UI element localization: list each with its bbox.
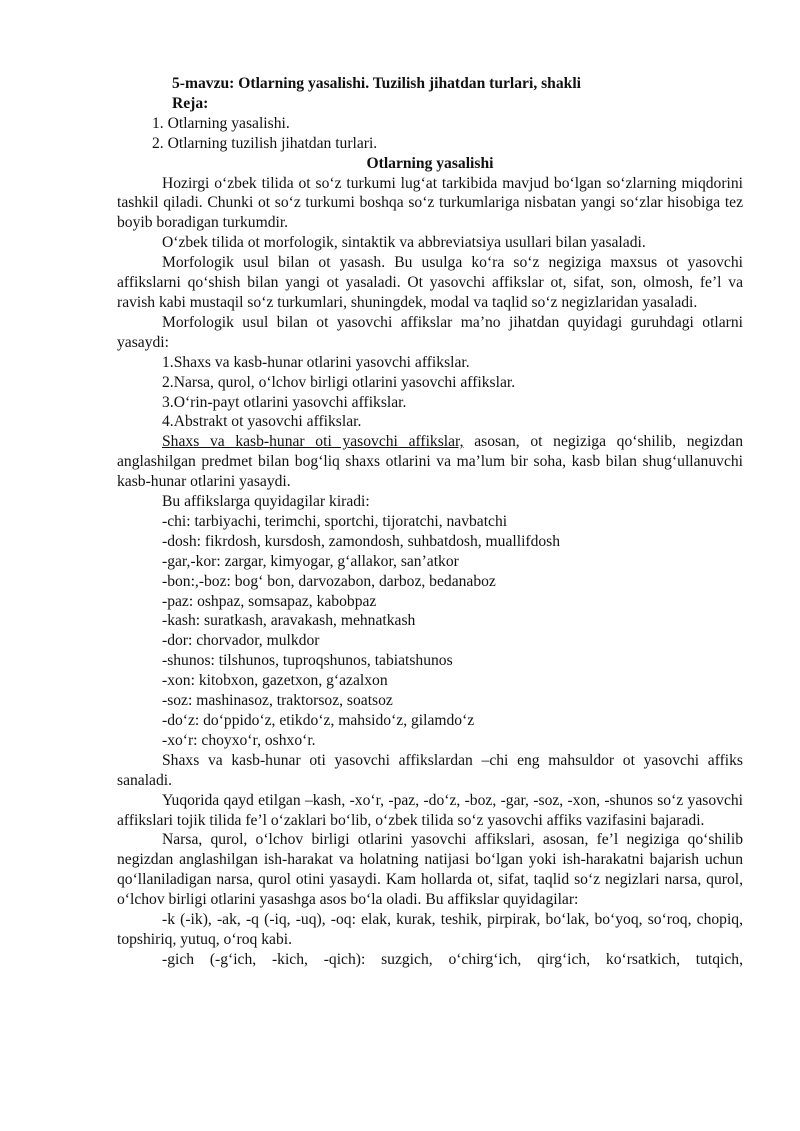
affix-group-item: 2.Narsa, qurol, oʻlchov birligi otlarini yasovchi affikslar. [162, 373, 516, 391]
affix-example: -shunos: tilshunos, tuproqshunos, tabiatshunos [162, 652, 453, 670]
affix-example: -xoʻr: choyxoʻr, oshxoʻr. [162, 731, 316, 749]
affix-example: -kash: suratkash, aravakash, mehnatkash [162, 612, 416, 630]
section-title: Otlarning yasalishi [366, 154, 494, 172]
plan-item: 2. Otlarning tuzilish jihatdan turlari. [152, 134, 378, 152]
affix-group-list [162, 353, 743, 433]
paragraph: Hozirgi oʻzbek tilida ot soʻz turkumi lugʻat tarkibida mavjud boʻlgan soʻzlarning miqdorini tashkil qiladi. Chunki ot soʻz turkumi boshqa soʻz turkumlariga nisbatan yangi soʻzlar hisobiga tez boyib boradigan turkumdir. [117, 174, 743, 232]
affix-example-list [162, 512, 743, 751]
paragraph: Oʻzbek tilida ot morfologik, sintaktik va abbreviatsiya usullari bilan yasaladi. [162, 234, 646, 252]
affix-example: -paz: oshpaz, somsapaz, kabobpaz [162, 592, 377, 610]
affix-example: -gar,-kor: zargar, kimyogar, gʻallakor, sanʼatkor [162, 552, 459, 570]
paragraph: -gich (-gʻich, -kich, -qich): suzgich, oʻchirgʻich, qirgʻich, koʻrsatkich, tutqich, [162, 950, 743, 968]
paragraph: Shaxs va kasb-hunar oti yasovchi affikslardan –chi eng mahsuldor ot yasovchi affiks sanaladi. [117, 751, 743, 789]
affix-example: -doʻz: doʻppidoʻz, etikdoʻz, mahsidoʻz, gilamdoʻz [162, 712, 475, 729]
paragraph: Narsa, qurol, oʻlchov birligi otlarini yasovchi affikslari, asosan, feʼl negiziga qoʻshilib negizdan anglashilgan ish-harakat va holatning natijasi boʻlgan yoki ish-harakatni bajarish uchun qoʻllaniladigan narsa, qurol otini yasaydi. Kam hollarda ot, sifat, taqlid soʻz negizlari narsa, qurol, oʻlchov birligi otlarini yasashga asos boʻla oladi. Bu affikslar quyidagilar: [117, 831, 743, 909]
paragraph: Morfologik usul bilan ot yasash. Bu usulga koʻra soʻz negiziga maxsus ot yasovchi affikslarni qoʻshish bilan yangi ot yasaladi. Ot yasovchi affikslar ot, sifat, son, olmosh, feʼl va ravish kabi mustaqil soʻz turkumlari, shuningdek, modal va taqlid soʻz negizlaridan yasaladi. [117, 254, 743, 311]
affix-example: -soz: mashinasoz, traktorsoz, soatsoz [162, 692, 393, 710]
affix-group-item: 4.Abstrakt ot yasovchi affikslar. [162, 413, 362, 431]
plan-heading: Reja: [172, 94, 209, 112]
paragraph-text: asosan, ot negiziga qoʻshilib, negizdan anglashilgan predmet bilan bogʻliq shaxs otlarini va maʼlum bir soha, kasb bilan shugʻullanuvchi kasb-hunar otlarini yasaydi. [117, 433, 743, 491]
document-page [117, 74, 743, 970]
affix-example: -chi: tarbiyachi, terimchi, sportchi, tijoratchi, navbatchi [162, 512, 508, 530]
affix-group-item: 3.Oʻrin-payt otlarini yasovchi affikslar. [162, 393, 407, 411]
affix-example: -bon:,-boz: bogʻ bon, darvozabon, darboz, bedanaboz [162, 572, 496, 590]
affix-group-item: 1.Shaxs va kasb-hunar otlarini yasovchi affikslar. [162, 353, 470, 371]
paragraph: Yuqorida qayd etilgan –kash, -xoʻr, -paz, -doʻz, -boz, -gar, -soz, -xon, -shunos soʻz yasovchi affikslari tojik tilida feʼl oʻzaklari boʻlib, oʻzbek tilida soʻz yasovchi affiks vazifasini bajaradi. [117, 791, 743, 829]
affix-intro: Bu affikslarga quyidagilar kiradi: [162, 493, 370, 511]
plan-list [152, 114, 743, 154]
plan-item: 1. Otlarning yasalishi. [152, 114, 290, 132]
affix-example: -xon: kitobxon, gazetxon, gʻazalxon [162, 672, 388, 690]
paragraph: Morfologik usul bilan ot yasovchi affikslar maʼno jihatdan quyidagi guruhdagi otlarni yasaydi: [117, 313, 743, 351]
affix-example: -dosh: fikrdosh, kursdosh, zamondosh, suhbatdosh, muallifdosh [162, 532, 561, 550]
paragraph [117, 432, 743, 492]
paragraph: -k (-ik), -ak, -q (-iq, -uq), -oq: elak, kurak, teshik, pirpirak, boʻlak, boʻyoq, soʻroq, chopiq, topshiriq, yutuq, oʻroq kabi. [117, 911, 743, 948]
topic-title: 5-mavzu: Otlarning yasalishi. Tuzilish jihatdan turlari, shakli [172, 75, 581, 92]
underlined-term: Shaxs va kasb-hunar oti yasovchi affikslar, [162, 433, 464, 451]
affix-example: -dor: chorvador, mulkdor [162, 632, 320, 650]
